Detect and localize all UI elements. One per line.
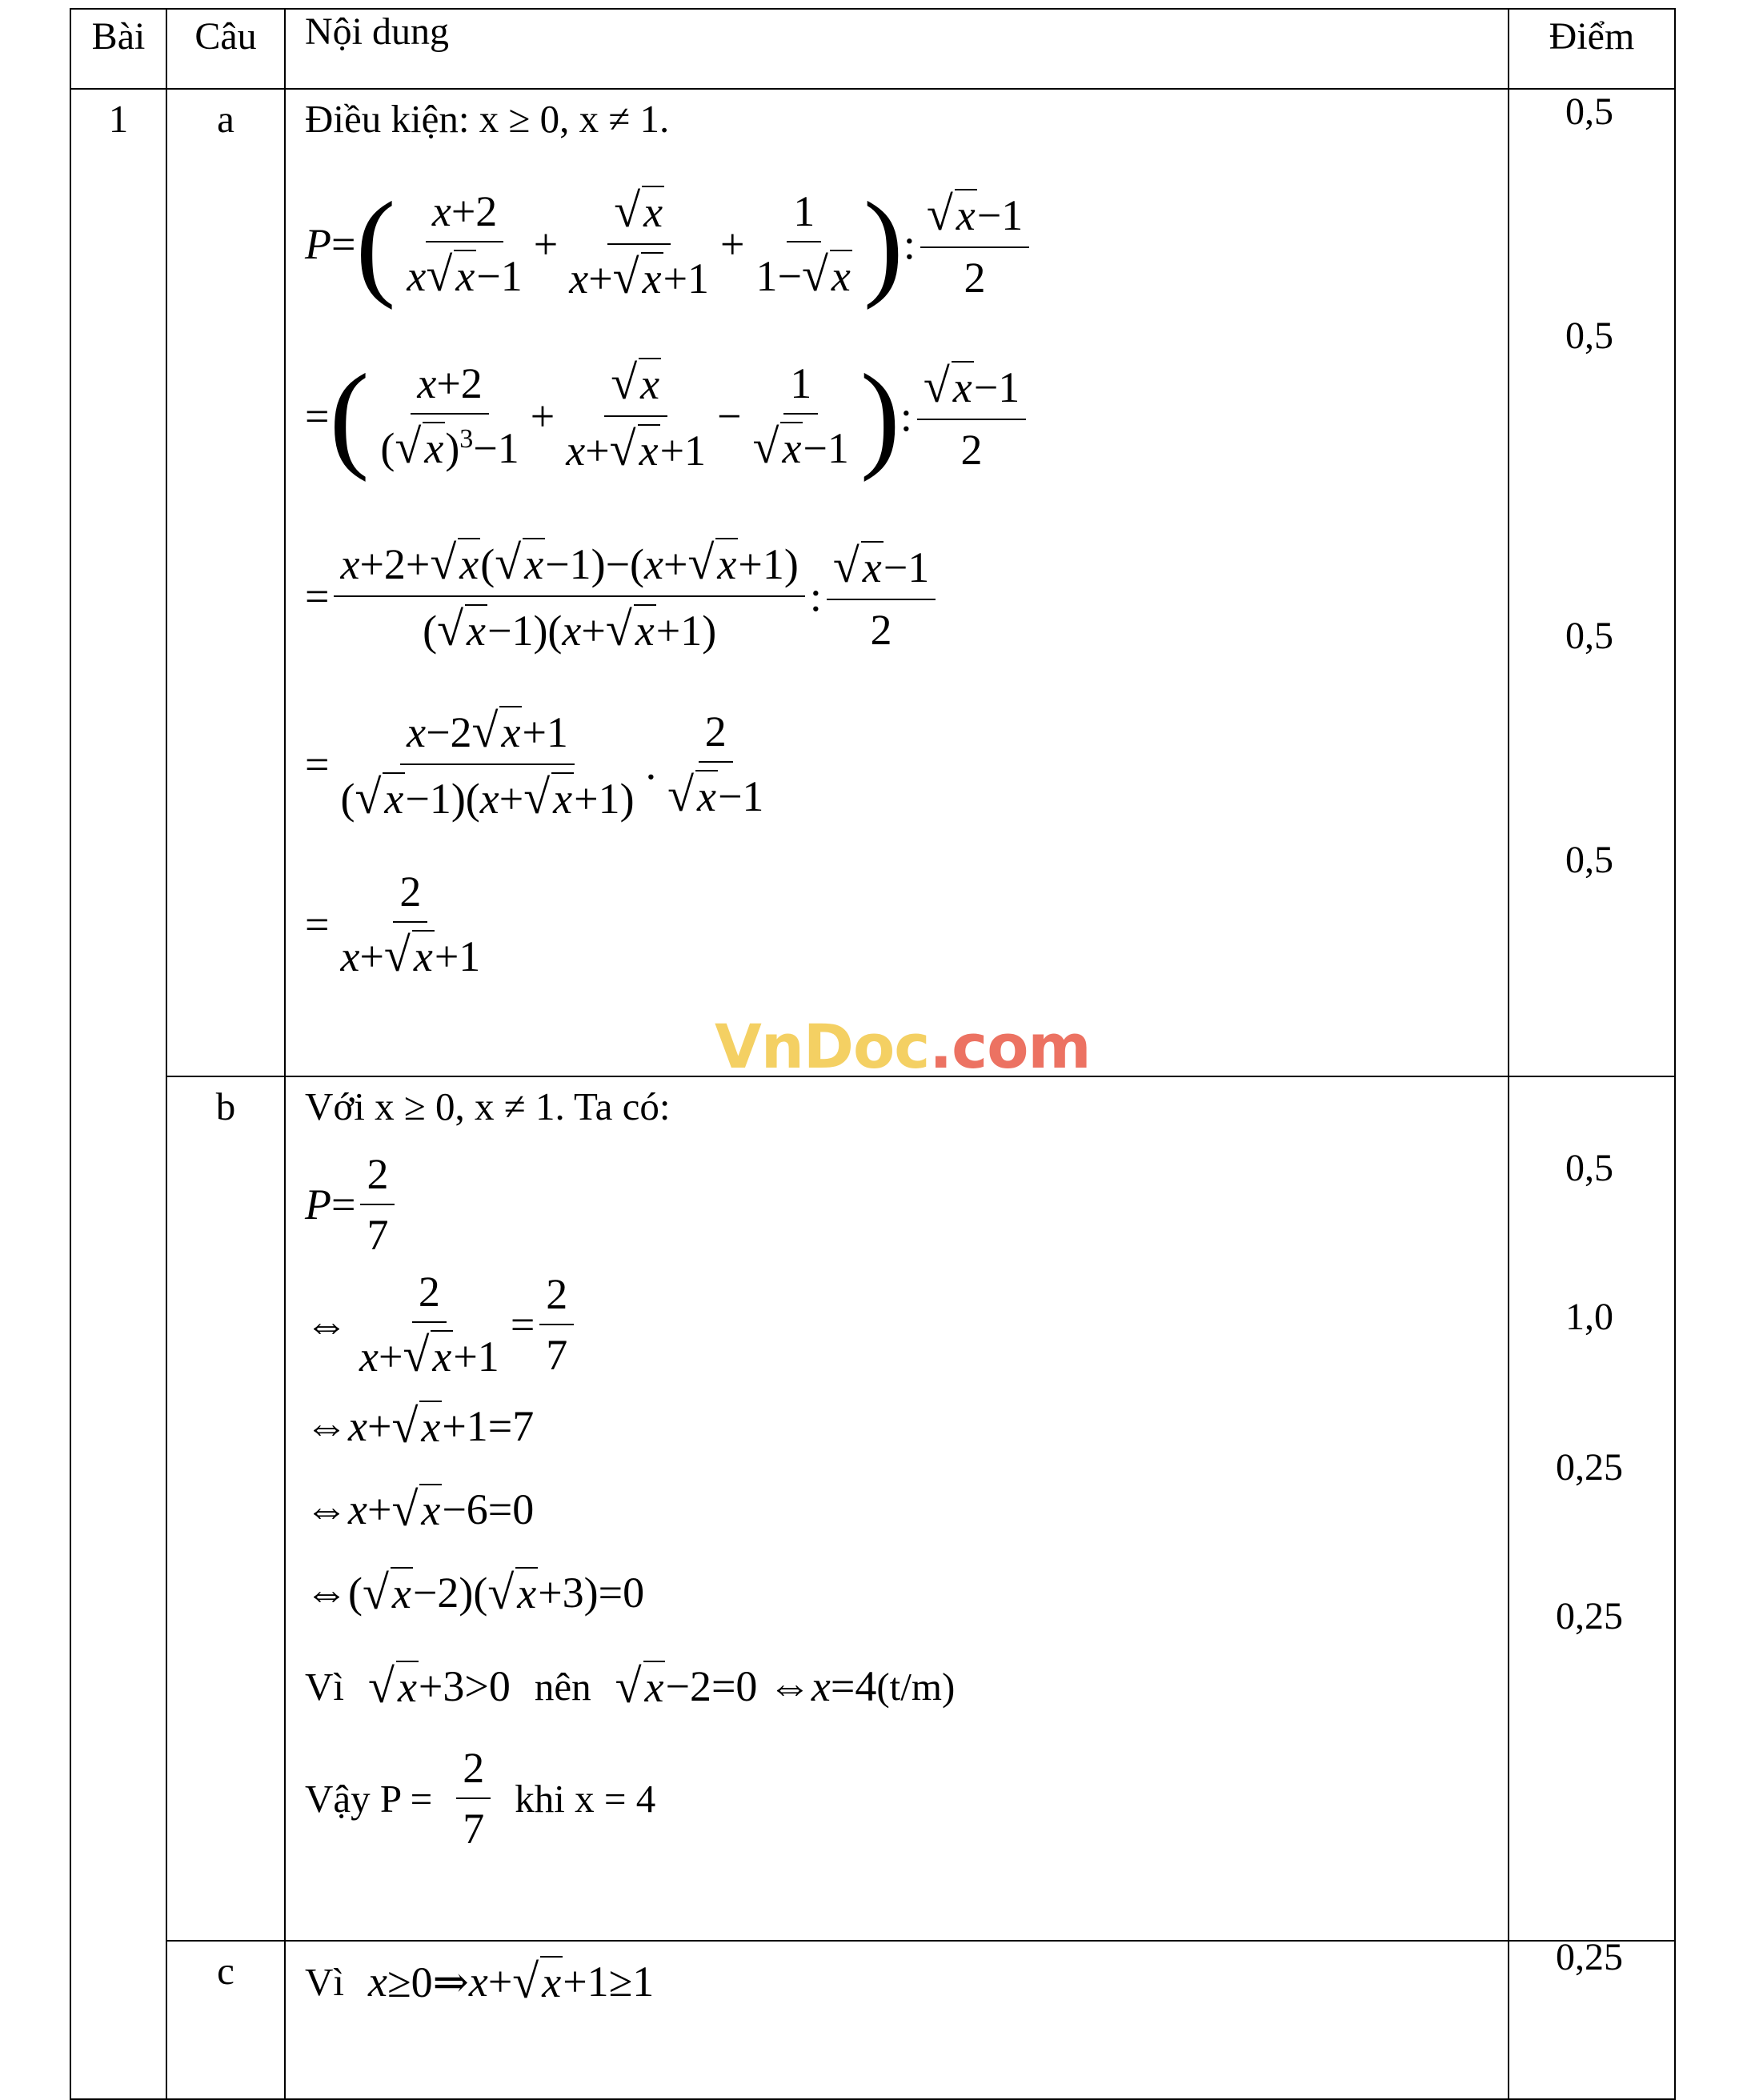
formula-b1: P = $\frac{2}{7}$ bbox=[305, 1144, 1508, 1264]
score-c1: 0,25 bbox=[1556, 1936, 1623, 1978]
formula-b5: ⇔( √ x −2)( √ x +3)=0 bbox=[305, 1565, 645, 1619]
part-b-content bbox=[285, 1076, 1509, 1941]
vi-b: Vì bbox=[305, 1664, 344, 1709]
part-c-label: c bbox=[166, 1941, 285, 2099]
part-b-label: b bbox=[166, 1076, 285, 1941]
part-b-scores bbox=[1509, 1076, 1675, 1941]
formula-c1: Vì x ≥0⇒ x + √ x +1≥1 bbox=[305, 1954, 655, 2008]
score-b3: 0,25 bbox=[1556, 1446, 1623, 1489]
part-a-content bbox=[285, 89, 1509, 1076]
tm-b: (t/m) bbox=[876, 1664, 956, 1709]
nen-b: nên bbox=[534, 1664, 591, 1709]
condition-b: Với x ≥ 0, x ≠ 1. Ta có: bbox=[305, 1084, 671, 1128]
header-diem: Điểm bbox=[1509, 9, 1675, 89]
formula-a2: = ( $\frac{x+2}{(√x)^3-1}$ + $\frac{√x}{x+√x+1}$ − $\frac{1}{√x-1}$ ) : $\frac{√x-1}{2}$ bbox=[305, 320, 1508, 512]
score-a4: 0,5 bbox=[1565, 839, 1613, 881]
bai-number: 1 bbox=[70, 89, 166, 2099]
formula-a3: = $\frac{x+2+√x(√x-1)-(x+√x+1)}{(√x-1)(x+√x+1)}$ : $\frac{√x-1}{2}$ bbox=[305, 512, 1508, 680]
score-b1: 0,5 bbox=[1565, 1147, 1613, 1189]
formula-b2: ⇔ $\frac{2}{x+√x+1}$ = $\frac{2}{7}$ bbox=[305, 1264, 1508, 1385]
formula-b6: Vì √ x +3>0 nên √ x −2=0 ⇔ x =4 (t/m) bbox=[305, 1659, 956, 1713]
vay-b: Vậy P = bbox=[305, 1776, 433, 1821]
header-bai: Bài bbox=[70, 9, 166, 89]
khi-b: khi x = 4 bbox=[515, 1776, 656, 1821]
part-a-label: a bbox=[166, 89, 285, 1076]
formula-a4: = $\frac{x-2√x+1}{(√x-1)(x+√x+1)}$ . $\frac{2}{√x-1}$ bbox=[305, 704, 764, 824]
watermark-logo: VnDoc.com bbox=[715, 1011, 1091, 1082]
score-a3: 0,5 bbox=[1565, 615, 1613, 657]
part-a-scores bbox=[1509, 89, 1675, 1076]
formula-b4: ⇔ x + √ x −6=0 bbox=[305, 1482, 535, 1536]
formula-a5: = $\frac{2}{x+√x+1}$ bbox=[305, 867, 481, 981]
score-b4: 0,25 bbox=[1556, 1595, 1623, 1637]
condition-a: Điều kiện: x ≥ 0, x ≠ 1. bbox=[305, 97, 670, 141]
formula-b3: ⇔ x + √ x +1=7 bbox=[305, 1399, 535, 1453]
score-a2: 0,5 bbox=[1565, 315, 1613, 357]
header-cau: Câu bbox=[166, 9, 285, 89]
formula-b7: Vậy P = $\frac{2}{7}$ khi x = 4 bbox=[305, 1744, 656, 1853]
part-c-content bbox=[285, 1941, 1509, 2099]
formula-a1: P = ( $\frac{x+2}{x√x-1}$ + $\frac{√x}{x+√x+1}$ + $\frac{1}{1-√x}$ ) : $\frac{√x-1}{2}$ bbox=[305, 168, 1508, 320]
vi-c: Vì bbox=[305, 1959, 344, 2004]
score-a1: 0,5 bbox=[1565, 90, 1613, 133]
header-noi-dung: Nội dung bbox=[285, 9, 1509, 89]
score-b2: 1,0 bbox=[1565, 1296, 1613, 1338]
